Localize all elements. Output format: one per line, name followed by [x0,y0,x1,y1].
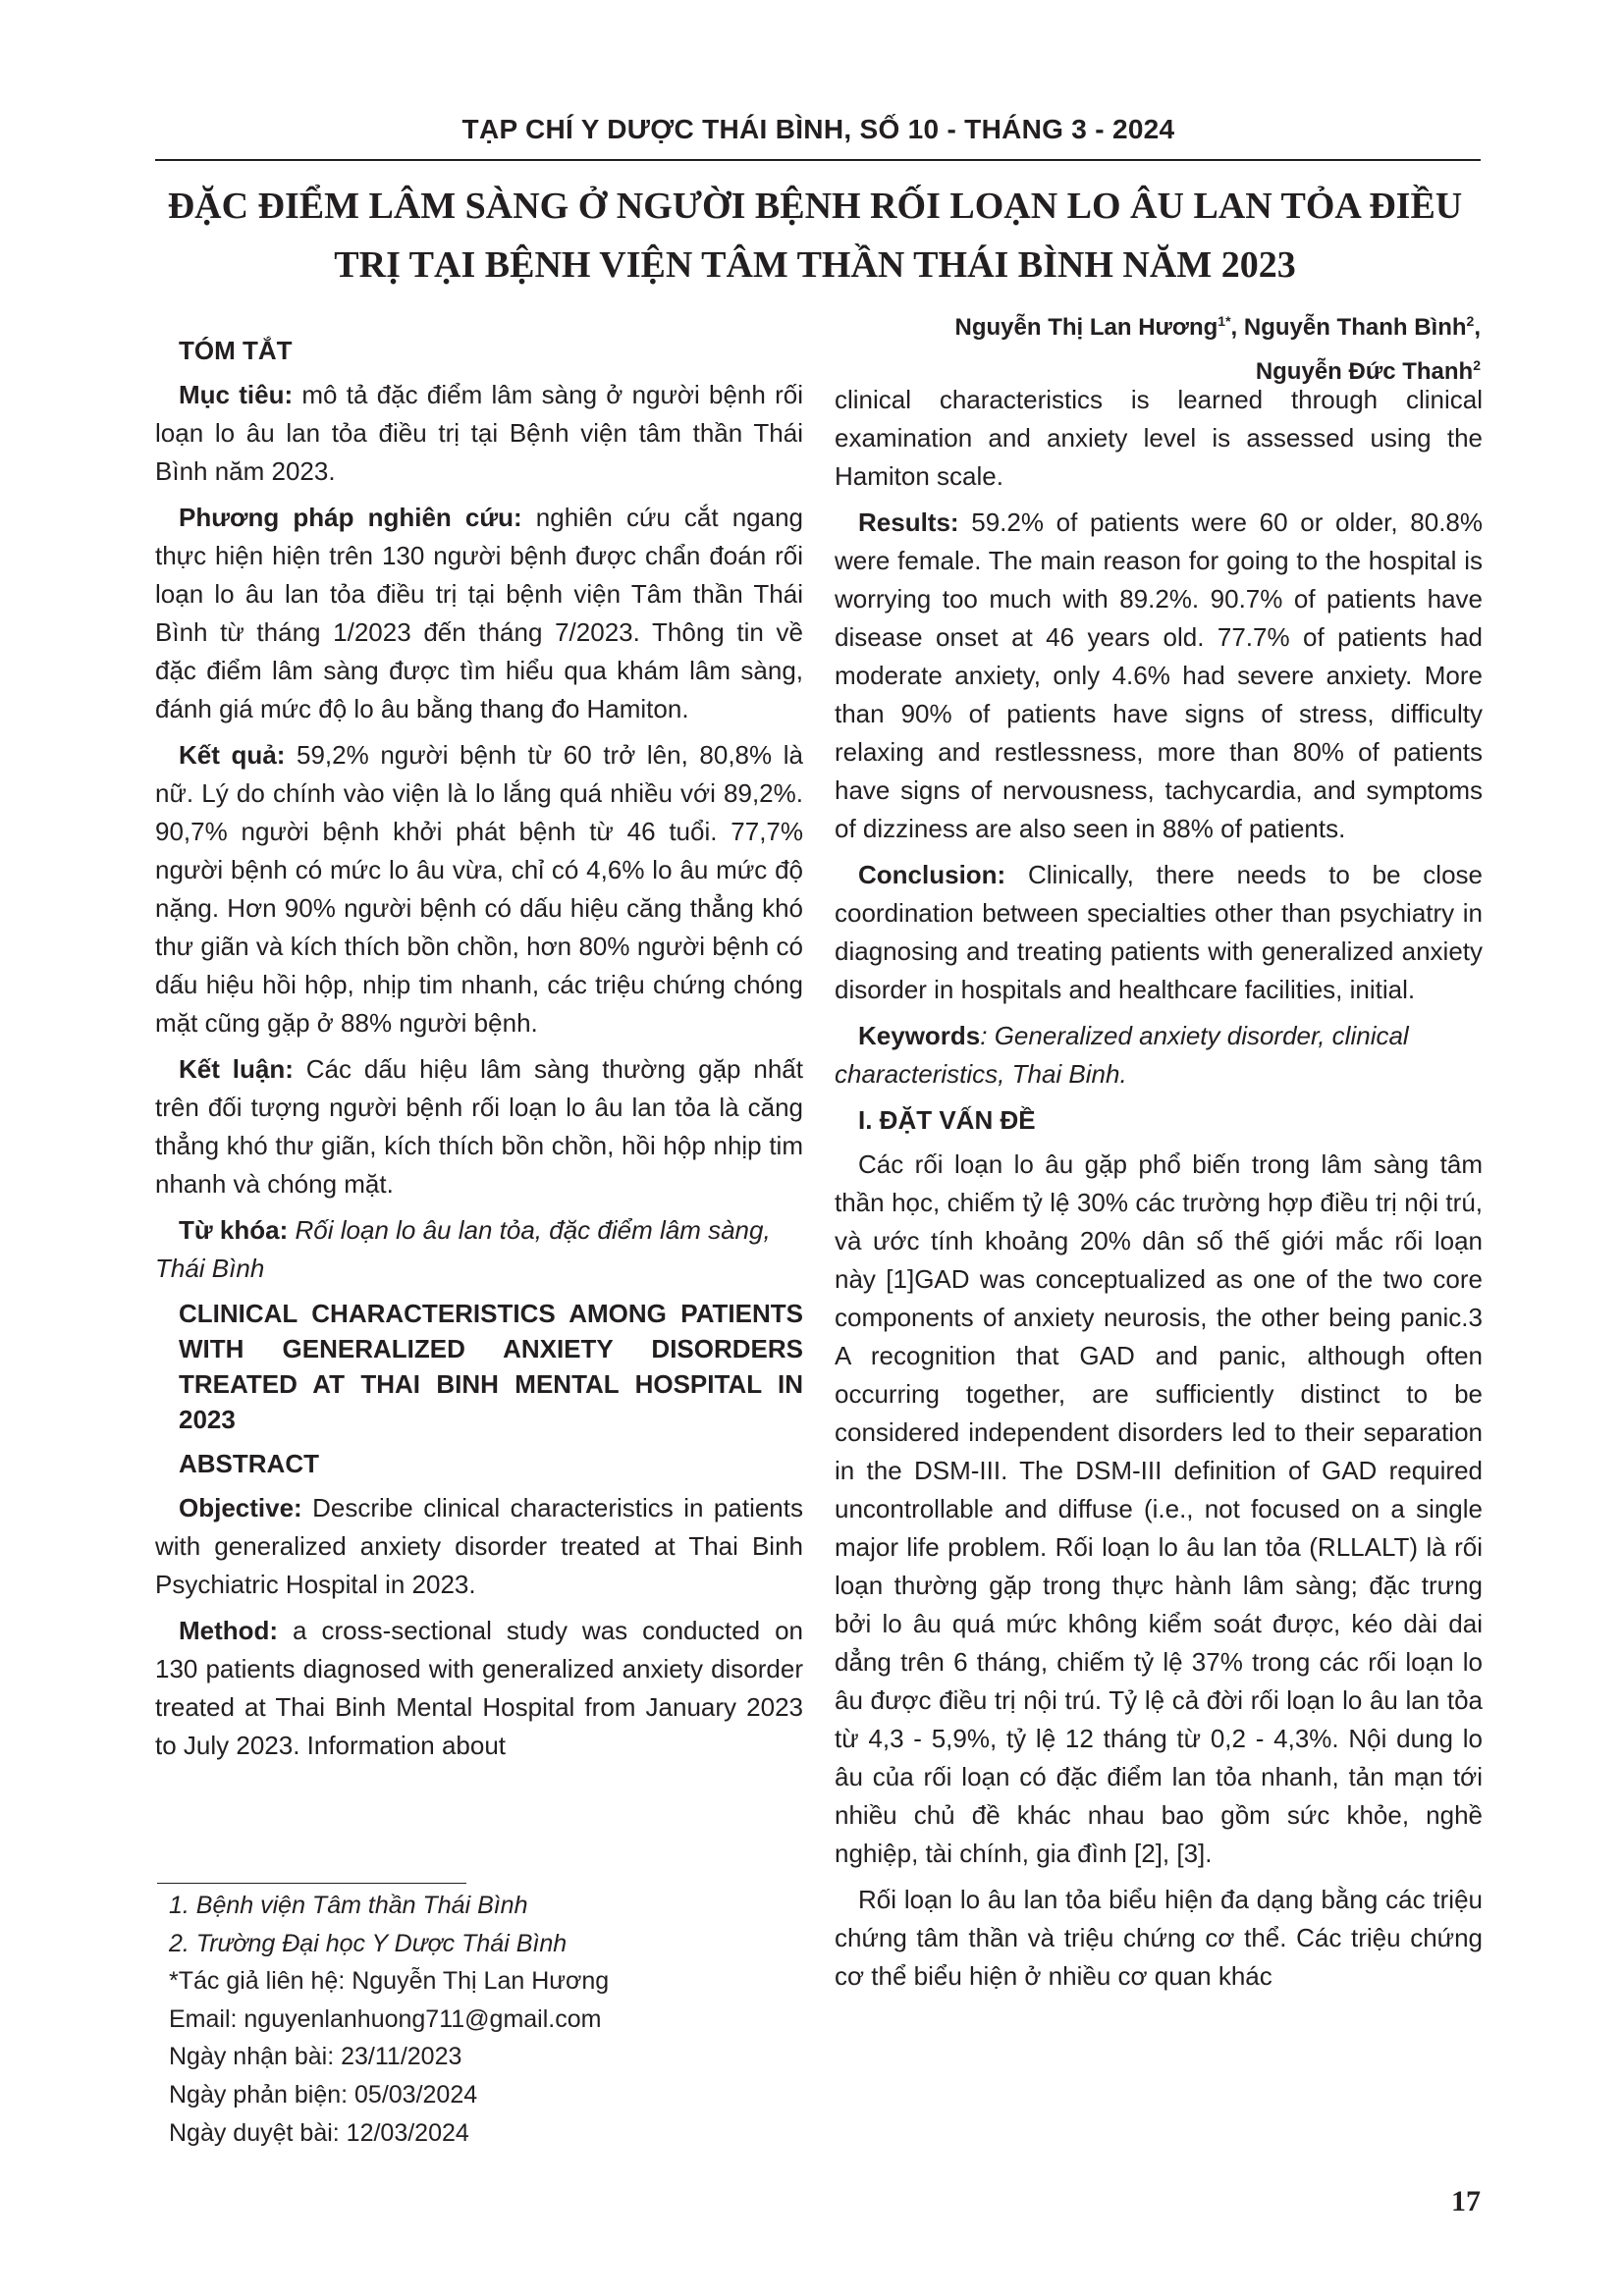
section-1-paragraph-1: Các rối loạn lo âu gặp phổ biến trong lâm sàng tâm thần học, chiếm tỷ lệ 30% các trường hợp điều trị nội trú, và ước tính khoảng 20% dân số thế giới mắc rối loạn này [1]GAD was conceptualized as one of the two core components of anxiety neurosis, the other being panic.3 A recognition that GAD and panic, although often occurring together, are sufficiently distinct to be considered independent disorders led to their separation in the DSM-III. The DSM-III definition of GAD required uncontrollable and diffuse (i.e., not focused on a single major life problem. Rối loạn lo âu lan tỏa (RLLALT) là rối loạn thường gặp trong thực hành lâm sàng; đặc trưng bởi lo âu quá mức không kiểm soát được, kéo dài dai dẳng trên 6 tháng, chiếm tỷ lệ 37% trong các rối loạn lo âu được điều trị nội trú. Tỷ lệ cả đời rối loạn lo âu lan tỏa từ 4,3 - 5,9%, tỷ lệ 12 tháng từ 0,2 - 4,3%. Nội dung lo âu của rối loạn có đặc điểm lan tỏa nhanh, tản mạn tới nhiều chủ đề khác nhau bao gồm sức khỏe, nghề nghiệp, tài chính, gia đình [2], [3]. [835,1149,1483,1868]
en-method-label: Method: [179,1616,279,1645]
vn-method-paragraph [155,499,803,728]
en-objective-paragraph [155,1489,803,1604]
author-name: Nguyễn Thanh Bình [1243,314,1467,341]
right-column [835,381,1483,2003]
vn-conclusion-paragraph [155,1050,803,1203]
vn-results-label: Kết quả: [179,740,286,770]
en-results-text: 59.2% of patients were 60 or older, 80.8% were female. The main reason for going to the hospital is worrying too much with 89.2%. 90.7% of patients have disease onset at 46 years old. 77.7% of patients had moderate anxiety, only 4.6% had severe anxiety. More than 90% of patients have signs of stress, difficulty relaxing and restlessness, more than 80% of patients have signs of nervousness, tachycardia, and symptoms of dizziness are also seen in 88% of patients. [835,507,1483,843]
article-title-line-1: ĐẶC ĐIỂM LÂM SÀNG Ở NGƯỜI BỆNH RỐI LOẠN LO ÂU LAN TỎA ĐIỀU [167,186,1463,227]
author-list [825,302,1481,391]
vn-objective-label: Mục tiêu: [179,380,294,409]
author-line-1 [825,302,1481,347]
footnote-received-date: Ngày nhận bài: 23/11/2023 [169,2043,462,2071]
header-rule [155,159,1481,161]
footnote-email: Email: nguyenlanhuong711@gmail.com [169,2004,602,2033]
vn-abstract-heading: TÓM TẮT [179,336,293,365]
en-results-paragraph [835,504,1483,848]
footnote-affiliation-2: 2. Trường Đại học Y Dược Thái Bình [169,1929,568,1957]
en-results-label: Results: [858,507,959,537]
en-keywords-text: : Generalized anxiety disorder, clinical characteristics, Thai Binh. [835,1021,1409,1089]
author-affiliation-mark: 2 [1473,357,1481,373]
footnotes [169,1887,797,2152]
footnote-rule [157,1883,466,1884]
journal-header: TẠP CHÍ Y DƯỢC THÁI BÌNH, SỐ 10 - THÁNG 3 - 2024 [461,114,1175,144]
section-1-paragraph-2: Rối loạn lo âu lan tỏa biểu hiện đa dạng bằng các triệu chứng tâm thần và triệu chứng cơ thể. Các triệu chứng cơ thể biểu hiện ở nhiều cơ quan khác [835,1885,1483,1991]
page-number: 17 [1451,2185,1481,2217]
left-column [155,332,803,1773]
en-conclusion-label: Conclusion: [858,860,1006,889]
author-separator: , [1230,314,1244,341]
vn-keywords-paragraph [155,1211,803,1288]
article-title-line-2: TRỊ TẠI BỆNH VIỆN TÂM THẦN THÁI BÌNH NĂM 2023 [334,244,1296,286]
author-name: Nguyễn Thị Lan Hương [954,314,1218,341]
vn-objective-paragraph [155,376,803,491]
en-method-paragraph [155,1612,803,1765]
vn-keywords-text: Rối loạn lo âu lan tỏa, đặc điểm lâm sàng, Thái Bình [155,1215,771,1283]
en-objective-label: Objective: [179,1493,302,1522]
author-affiliation-mark: 2 [1466,313,1475,329]
section-1-heading: I. ĐẶT VẤN ĐỀ [858,1105,1036,1135]
author-name: Nguyễn Đức Thanh [1255,358,1474,385]
vn-results-paragraph [155,736,803,1042]
en-conclusion-paragraph [835,856,1483,1009]
en-conclusion-text: Clinically, there needs to be close coordination between specialties other than psychiatry in diagnosing and treating patients with generalized anxiety disorder in hospitals and healthcare facilities, initial. [835,860,1483,1004]
english-title: CLINICAL CHARACTERISTICS AMONG PATIENTS WITH GENERALIZED ANXIETY DISORDERS TREATED AT THAI BINH MENTAL HOSPITAL IN 2023 [179,1299,803,1434]
vn-method-label: Phương pháp nghiên cứu: [179,503,522,532]
en-method-text: a cross-sectional study was conducted on 130 patients diagnosed with generalized anxiety disorder treated at Thai Binh Mental Hospital from January 2023 to July 2023. Information about [155,1616,803,1760]
footnote-corresponding-author: *Tác giả liên hệ: Nguyễn Thị Lan Hương [169,1967,610,1996]
vn-results-text: 59,2% người bệnh từ 60 trở lên, 80,8% là nữ. Lý do chính vào viện là lo lắng quá nhiều với 89,2%. 90,7% người bệnh khởi phát bệnh từ 46 tuổi. 77,7% người bệnh có mức lo âu vừa, chỉ có 4,6% lo âu mức độ nặng. Hơn 90% người bệnh có dấu hiệu căng thẳng khó thư giãn và kích thích bồn chồn, hơn 80% người bệnh có dấu hiệu hồi hộp, nhịp tim nhanh, các triệu chứng chóng mặt cũng gặp ở 88% người bệnh. [155,740,803,1038]
en-method-continued: clinical characteristics is learned through clinical examination and anxiety level is assessed using the Hamiton scale. [835,385,1483,491]
footnote-affiliation-1: 1. Bệnh viện Tâm thần Thái Bình [169,1892,528,1919]
en-abstract-heading: ABSTRACT [179,1449,319,1478]
author-separator: , [1474,314,1481,341]
en-objective-text: Describe clinical characteristics in patients with generalized anxiety disorder treated at Thai Binh Psychiatric Hospital in 2023. [155,1493,803,1599]
vn-objective-text: mô tả đặc điểm lâm sàng ở người bệnh rối loạn lo âu lan tỏa điều trị tại Bệnh viện tâm thần Thái Bình năm 2023. [155,380,803,486]
footnote-accepted-date: Ngày duyệt bài: 12/03/2024 [169,2118,469,2147]
vn-conclusion-text: Các dấu hiệu lâm sàng thường gặp nhất trên đối tượng người bệnh rối loạn lo âu lan tỏa là căng thẳng khó thư giãn, kích thích bồn chồn, hồi hộp nhịp tim nhanh và chóng mặt. [155,1054,803,1199]
en-keywords-paragraph [835,1017,1483,1094]
vn-conclusion-label: Kết luận: [179,1054,294,1084]
footnote-review-date: Ngày phản biện: 05/03/2024 [169,2080,478,2109]
en-keywords-label: Keywords [858,1021,981,1050]
author-affiliation-mark: 1* [1218,313,1231,329]
vn-keywords-label: Từ khóa: [179,1215,289,1245]
vn-method-text: nghiên cứu cắt ngang thực hiện hiện trên 130 người bệnh được chẩn đoán rối loạn lo âu lan tỏa điều trị tại bệnh viện Tâm thần Thái Bình từ tháng 1/2023 đến tháng 7/2023. Thông tin về đặc điểm lâm sàng được tìm hiểu qua khám lâm sàng, đánh giá mức độ lo âu bằng thang đo Hamiton. [155,503,803,723]
article-title [147,177,1483,294]
